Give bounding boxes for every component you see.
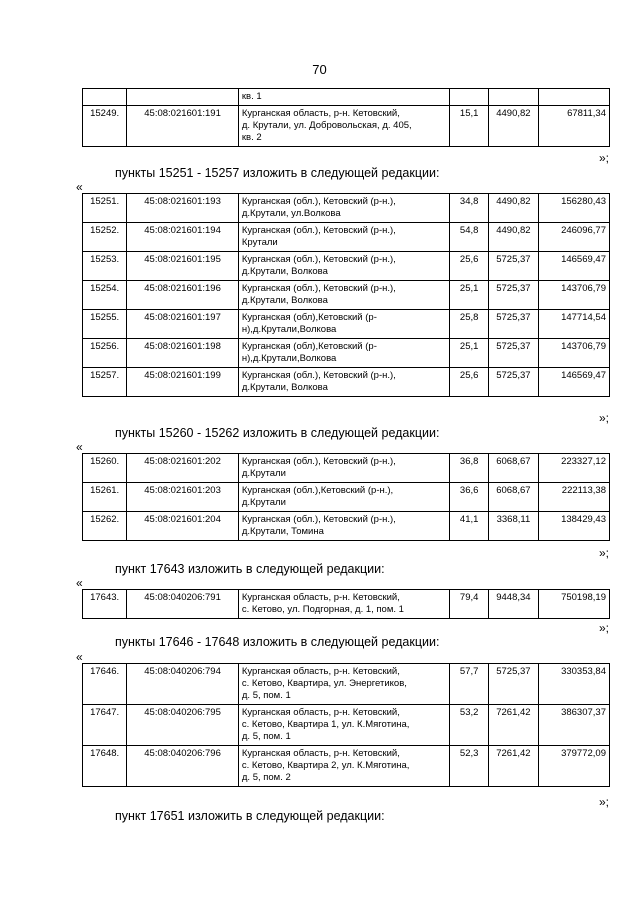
row-number: 17648. <box>83 746 127 787</box>
row-number: 15260. <box>83 454 127 483</box>
address: Курганская (обл),Кетовский (р- н),д.Крутали,Волкова <box>238 339 449 368</box>
page-number: 70 <box>312 62 327 77</box>
rate: 6068,67 <box>489 483 538 512</box>
close-quote: »; <box>598 795 609 809</box>
cadastral-number: 45:08:021601:191 <box>127 106 239 147</box>
row-number: 15256. <box>83 339 127 368</box>
rate: 4490,82 <box>489 223 538 252</box>
close-quote: »; <box>598 411 609 425</box>
rate: 5725,37 <box>489 339 538 368</box>
row-number: 15262. <box>83 512 127 541</box>
cadastral-number: 45:08:021601:195 <box>127 252 239 281</box>
row-number: 15261. <box>83 483 127 512</box>
property-table-2 <box>82 193 610 397</box>
area: 41,1 <box>450 512 489 541</box>
row-number: 15249. <box>83 106 127 147</box>
property-table-3 <box>82 453 610 541</box>
address: Курганская область, р-н. Кетовский, с. Кетово, ул. Подгорная, д. 1, пом. 1 <box>238 590 449 619</box>
value: 143706,79 <box>538 339 609 368</box>
cadastral-number: 45:08:021601:203 <box>127 483 239 512</box>
rate: 5725,37 <box>489 368 538 397</box>
table-row <box>83 454 610 483</box>
area: 57,7 <box>450 664 489 705</box>
rate: 5725,37 <box>489 310 538 339</box>
value: 143706,79 <box>538 281 609 310</box>
cadastral-number: 45:08:040206:794 <box>127 664 239 705</box>
rate: 5725,37 <box>489 252 538 281</box>
table-row <box>83 89 610 106</box>
address: Курганская (обл.), Кетовский (р-н.), д.Крутали, Томина <box>238 512 449 541</box>
address: Курганская (обл.), Кетовский (р-н.), д.Крутали, ул.Волкова <box>238 194 449 223</box>
instruction-text: пункт 17651 изложить в следующей редакции: <box>115 809 385 823</box>
instruction-text: пункты 17646 - 17648 изложить в следующей редакции: <box>115 635 440 649</box>
property-table-5 <box>82 663 610 787</box>
open-quote: « <box>76 440 83 454</box>
rate: 4490,82 <box>489 106 538 147</box>
cadastral-number: 45:08:021601:194 <box>127 223 239 252</box>
value: 146569,47 <box>538 368 609 397</box>
rate: 7261,42 <box>489 746 538 787</box>
table-row <box>83 590 610 619</box>
area: 25,8 <box>450 310 489 339</box>
table-row <box>83 705 610 746</box>
address: Курганская область, р-н. Кетовский, с. Кетово, Квартира, ул. Энергетиков, д. 5, пом. 1 <box>238 664 449 705</box>
area: 25,1 <box>450 281 489 310</box>
address: Курганская область, р-н. Кетовский, д. Крутали, ул. Добровольская, д. 405, кв. 2 <box>238 106 449 147</box>
area: 25,1 <box>450 339 489 368</box>
row-number: 17646. <box>83 664 127 705</box>
open-quote: « <box>76 650 83 664</box>
table-row <box>83 223 610 252</box>
area: 25,6 <box>450 368 489 397</box>
cadastral-number <box>127 89 239 106</box>
value: 750198,19 <box>538 590 609 619</box>
rate <box>489 89 538 106</box>
address: Курганская область, р-н. Кетовский, с. Кетово, Квартира 1, ул. К.Мяготина, д. 5, пом. 1 <box>238 705 449 746</box>
close-quote: »; <box>598 151 609 165</box>
row-number <box>83 89 127 106</box>
row-number: 15257. <box>83 368 127 397</box>
table-row <box>83 281 610 310</box>
cadastral-number: 45:08:021601:196 <box>127 281 239 310</box>
rate: 7261,42 <box>489 705 538 746</box>
table-row <box>83 746 610 787</box>
value <box>538 89 609 106</box>
close-quote: »; <box>598 546 609 560</box>
rate: 9448,34 <box>489 590 538 619</box>
table-row <box>83 339 610 368</box>
table-row <box>83 368 610 397</box>
row-number: 17647. <box>83 705 127 746</box>
value: 67811,34 <box>538 106 609 147</box>
value: 223327,12 <box>538 454 609 483</box>
row-number: 15255. <box>83 310 127 339</box>
instruction-text: пункт 17643 изложить в следующей редакции: <box>115 562 385 576</box>
address: Курганская (обл),Кетовский (р- н),д.Крутали,Волкова <box>238 310 449 339</box>
property-table-1 <box>82 88 610 147</box>
value: 222113,38 <box>538 483 609 512</box>
rate: 6068,67 <box>489 454 538 483</box>
instruction-text: пункты 15251 - 15257 изложить в следующей редакции: <box>115 166 440 180</box>
table-row <box>83 106 610 147</box>
value: 330353,84 <box>538 664 609 705</box>
value: 379772,09 <box>538 746 609 787</box>
address: Курганская (обл.),Кетовский (р-н.), д.Крутали <box>238 483 449 512</box>
value: 146569,47 <box>538 252 609 281</box>
cadastral-number: 45:08:040206:791 <box>127 590 239 619</box>
area: 34,8 <box>450 194 489 223</box>
table-row <box>83 664 610 705</box>
value: 147714,54 <box>538 310 609 339</box>
close-quote: »; <box>598 621 609 635</box>
rate: 5725,37 <box>489 664 538 705</box>
value: 246096,77 <box>538 223 609 252</box>
address: Курганская (обл.), Кетовский (р-н.), д.Крутали <box>238 454 449 483</box>
table-row <box>83 483 610 512</box>
row-number: 15253. <box>83 252 127 281</box>
open-quote: « <box>76 180 83 194</box>
address: кв. 1 <box>238 89 449 106</box>
rate: 5725,37 <box>489 281 538 310</box>
table-row <box>83 512 610 541</box>
instruction-text: пункты 15260 - 15262 изложить в следующей редакции: <box>115 426 440 440</box>
value: 156280,43 <box>538 194 609 223</box>
area <box>450 89 489 106</box>
rate: 3368,11 <box>489 512 538 541</box>
row-number: 15254. <box>83 281 127 310</box>
value: 138429,43 <box>538 512 609 541</box>
open-quote: « <box>76 576 83 590</box>
cadastral-number: 45:08:040206:796 <box>127 746 239 787</box>
table-row <box>83 310 610 339</box>
rate: 4490,82 <box>489 194 538 223</box>
address: Курганская (обл.), Кетовский (р-н.), Крутали <box>238 223 449 252</box>
property-table-4 <box>82 589 610 619</box>
address: Курганская (обл.), Кетовский (р-н.), д.Крутали, Волкова <box>238 252 449 281</box>
area: 52,3 <box>450 746 489 787</box>
area: 25,6 <box>450 252 489 281</box>
area: 36,8 <box>450 454 489 483</box>
area: 53,2 <box>450 705 489 746</box>
cadastral-number: 45:08:021601:193 <box>127 194 239 223</box>
cadastral-number: 45:08:021601:204 <box>127 512 239 541</box>
table-row <box>83 252 610 281</box>
table-row <box>83 194 610 223</box>
area: 54,8 <box>450 223 489 252</box>
row-number: 15252. <box>83 223 127 252</box>
row-number: 15251. <box>83 194 127 223</box>
cadastral-number: 45:08:021601:202 <box>127 454 239 483</box>
cadastral-number: 45:08:021601:199 <box>127 368 239 397</box>
address: Курганская (обл.), Кетовский (р-н.), д.Крутали, Волкова <box>238 368 449 397</box>
row-number: 17643. <box>83 590 127 619</box>
value: 386307,37 <box>538 705 609 746</box>
area: 36,6 <box>450 483 489 512</box>
address: Курганская область, р-н. Кетовский, с. Кетово, Квартира 2, ул. К.Мяготина, д. 5, пом. 2 <box>238 746 449 787</box>
cadastral-number: 45:08:021601:197 <box>127 310 239 339</box>
cadastral-number: 45:08:021601:198 <box>127 339 239 368</box>
area: 15,1 <box>450 106 489 147</box>
area: 79,4 <box>450 590 489 619</box>
address: Курганская (обл.), Кетовский (р-н.), д.Крутали, Волкова <box>238 281 449 310</box>
cadastral-number: 45:08:040206:795 <box>127 705 239 746</box>
